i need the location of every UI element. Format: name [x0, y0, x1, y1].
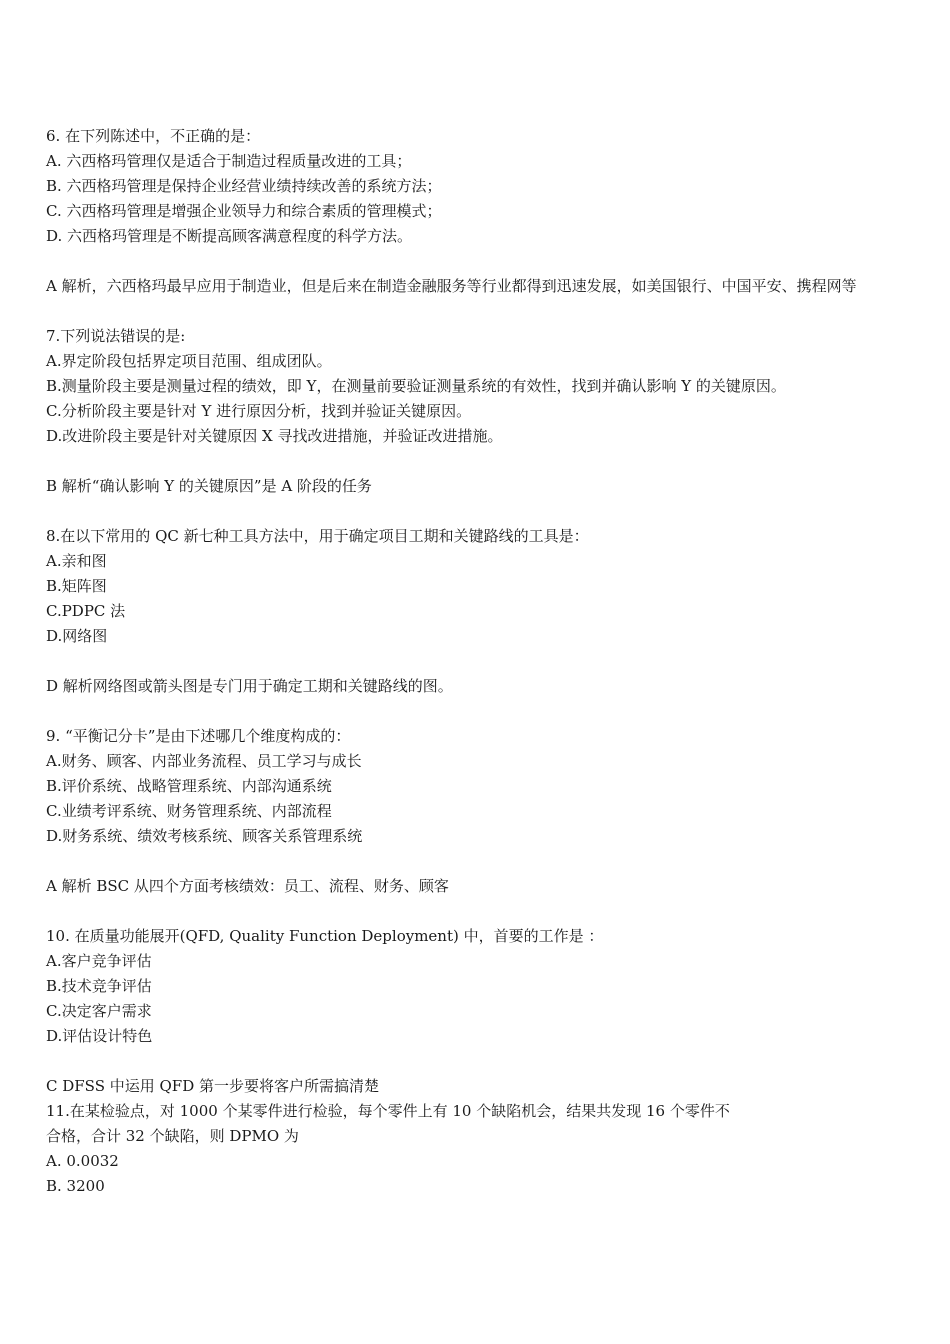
- question-10-option-b: B.技术竞争评估: [46, 977, 152, 995]
- question-10-option-d: D.评估设计特色: [46, 1027, 153, 1045]
- question-8-option-a: A.亲和图: [46, 552, 107, 570]
- spacer: [46, 849, 908, 874]
- spacer: [46, 449, 908, 474]
- question-7-option-d: D.改进阶段主要是针对关键原因 X 寻找改进措施，并验证改进措施。: [46, 427, 503, 445]
- question-8-option-c: C.PDPC 法: [46, 602, 126, 620]
- question-11-option-a: A. 0.0032: [46, 1152, 119, 1170]
- question-7-option-b: B.测量阶段主要是测量过程的绩效，即 Y，在测量前要验证测量系统的有效性，找到并确认影响 Y 的关键原因。: [46, 377, 786, 395]
- question-9-answer: A 解析 BSC 从四个方面考核绩效：员工、流程、财务、顾客: [46, 877, 449, 895]
- spacer: [46, 899, 908, 924]
- question-10-text: 10. 在质量功能展开(QFD, Quality Function Deployment) 中，首要的工作是 ：: [46, 927, 604, 945]
- question-8-option-b: B.矩阵图: [46, 577, 107, 595]
- question-7-option-a: A.界定阶段包括界定项目范围、组成团队。: [46, 352, 332, 370]
- question-9-option-d: D.财务系统、绩效考核系统、顾客关系管理系统: [46, 827, 363, 845]
- spacer: [46, 249, 908, 274]
- question-8-text: 8.在以下常用的 QC 新七种工具方法中，用于确定项目工期和关键路线的工具是：: [46, 527, 589, 545]
- question-6-answer: A 解析，六西格玛最早应用于制造业，但是后来在制造金融服务等行业都得到迅速发展，如美国银行、中国平安、携程网等: [46, 277, 857, 295]
- question-7-option-c: C.分析阶段主要是针对 Y 进行原因分析，找到并验证关键原因。: [46, 402, 472, 420]
- question-8-answer: D 解析网络图或箭头图是专门用于确定工期和关键路线的图。: [46, 677, 453, 695]
- question-6-option-b: B. 六西格玛管理是保持企业经营业绩持续改善的系统方法；: [46, 177, 442, 195]
- question-6-option-a: A. 六西格玛管理仅是适合于制造过程质量改进的工具；: [46, 152, 412, 170]
- spacer: [46, 649, 908, 674]
- question-11-text-line-1: 11.在某检验点，对 1000 个某零件进行检验，每个零件上有 10 个缺陷机会，结果共发现 16 个零件不: [46, 1102, 730, 1120]
- spacer: [46, 299, 908, 324]
- spacer: [46, 1049, 908, 1074]
- question-6-text: 6. 在下列陈述中，不正确的是：: [46, 127, 261, 145]
- question-10-option-a: A.客户竞争评估: [46, 952, 152, 970]
- question-6-option-d: D. 六西格玛管理是不断提高顾客满意程度的科学方法。: [46, 227, 413, 245]
- question-6-option-c: C. 六西格玛管理是增强企业领导力和综合素质的管理模式；: [46, 202, 442, 220]
- question-9-option-c: C.业绩考评系统、财务管理系统、内部流程: [46, 802, 332, 820]
- question-10-answer: C DFSS 中运用 QFD 第一步要将客户所需搞清楚: [46, 1077, 380, 1095]
- question-9-option-b: B.评价系统、战略管理系统、内部沟通系统: [46, 777, 332, 795]
- question-8-option-d: D.网络图: [46, 627, 108, 645]
- question-11-option-b: B. 3200: [46, 1177, 105, 1195]
- question-9-option-a: A.财务、顾客、内部业务流程、员工学习与成长: [46, 752, 362, 770]
- question-11-text-line-2: 合格，合计 32 个缺陷，则 DPMO 为: [46, 1127, 299, 1145]
- question-7-answer: B 解析“确认影响 Y 的关键原因”是 A 阶段的任务: [46, 477, 372, 495]
- question-7-text: 7.下列说法错误的是:: [46, 327, 186, 345]
- spacer: [46, 699, 908, 724]
- spacer: [46, 499, 908, 524]
- document-page: [46, 124, 908, 1199]
- question-9-text: 9. “平衡记分卡”是由下述哪几个维度构成的：: [46, 727, 351, 745]
- question-10-option-c: C.决定客户需求: [46, 1002, 152, 1020]
